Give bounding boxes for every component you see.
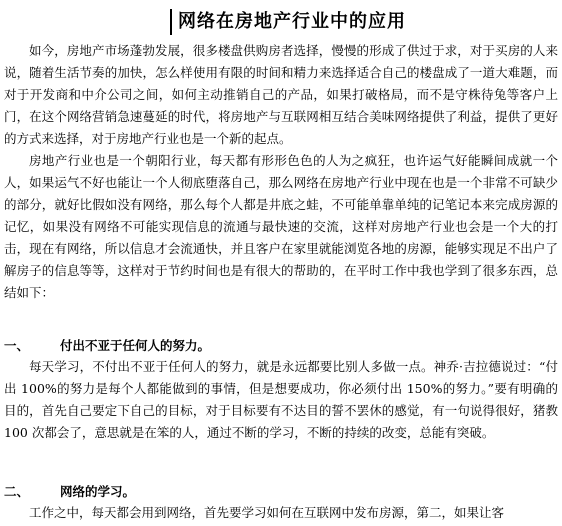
section-heading-text: 付出不亚于任何人的努力。 xyxy=(60,338,211,353)
section-heading-2 xyxy=(4,481,558,503)
intro-paragraph-1: 如今，房地产市场蓬勃发展，很多楼盘供购房者选择，慢慢的形成了供过于求，对于买房的人来说，随着生活节奏的加快，怎么样使用有限的时间和精力来选择适合自己的楼盘成了一道大难题，而对于开发商和中介公司之间，如何主动推销自己的产品，如果打破格局，而不是守株待兔等客户上门，在这个网络营销急速蔓延的时代，将房地产与互联网相互结合美味网络提供了利益，提供了更好的方式来选择，对于房地产行业也是一个新的起点。 xyxy=(4,43,558,146)
section-number: 二、 xyxy=(4,484,30,499)
title-block xyxy=(170,9,438,35)
section-heading-1 xyxy=(4,335,558,357)
section-number: 一、 xyxy=(4,338,30,353)
section-heading-text: 网络的学习。 xyxy=(60,484,136,499)
section-body-2: 工作之中，每天都会用到网络，首先要学习如何在互联网中发布房源，第二，如果让客 xyxy=(29,505,505,520)
intro-paragraph-2: 房地产行业也是一个朝阳行业，每天都有形形色色的人为之疯狂，也许运气好能瞬间成就一个人，如果运气不好也能让一个人彻底堕落自己，那么网络在房地产行业中现在也是一个非常不可缺少的部分，就好比假如没有网络，那么每个人都是井底之蛙，不可能单靠单纯的记笔记本来完成房源的记忆，如果没有网络不可能实现信息的流通与最快速的交流，这样对房地产行业也会是一个大的打击，现在有网络，所以信息才会流通快，并且客户在家里就能浏览各地的房源，能够实现足不出户了解房子的信息等等，这样对于节约时间也是有很大的帮助的，在平时工作中我也学到了很多东西，总结如下： xyxy=(4,153,558,300)
section-body-1: 每天学习，不付出不亚于任何人的努力，就是永远都要比别人多做一点。神乔·吉拉德说过：“付出 100%的努力是每个人都能做到的事情，但是想要成功，你必须付出 150%的努力。”要有明确的目的，首先自己要定下自己的目标，对于目标要有不达目的誓不罢休的感觉，有一句说得很好，猪教 100 次都会了，意思就是在笨的人，通过不断的学习，不断的持续的改变，总能有突破。 xyxy=(4,359,558,440)
document-title: 网络在房地产行业中的应用 xyxy=(178,11,406,32)
